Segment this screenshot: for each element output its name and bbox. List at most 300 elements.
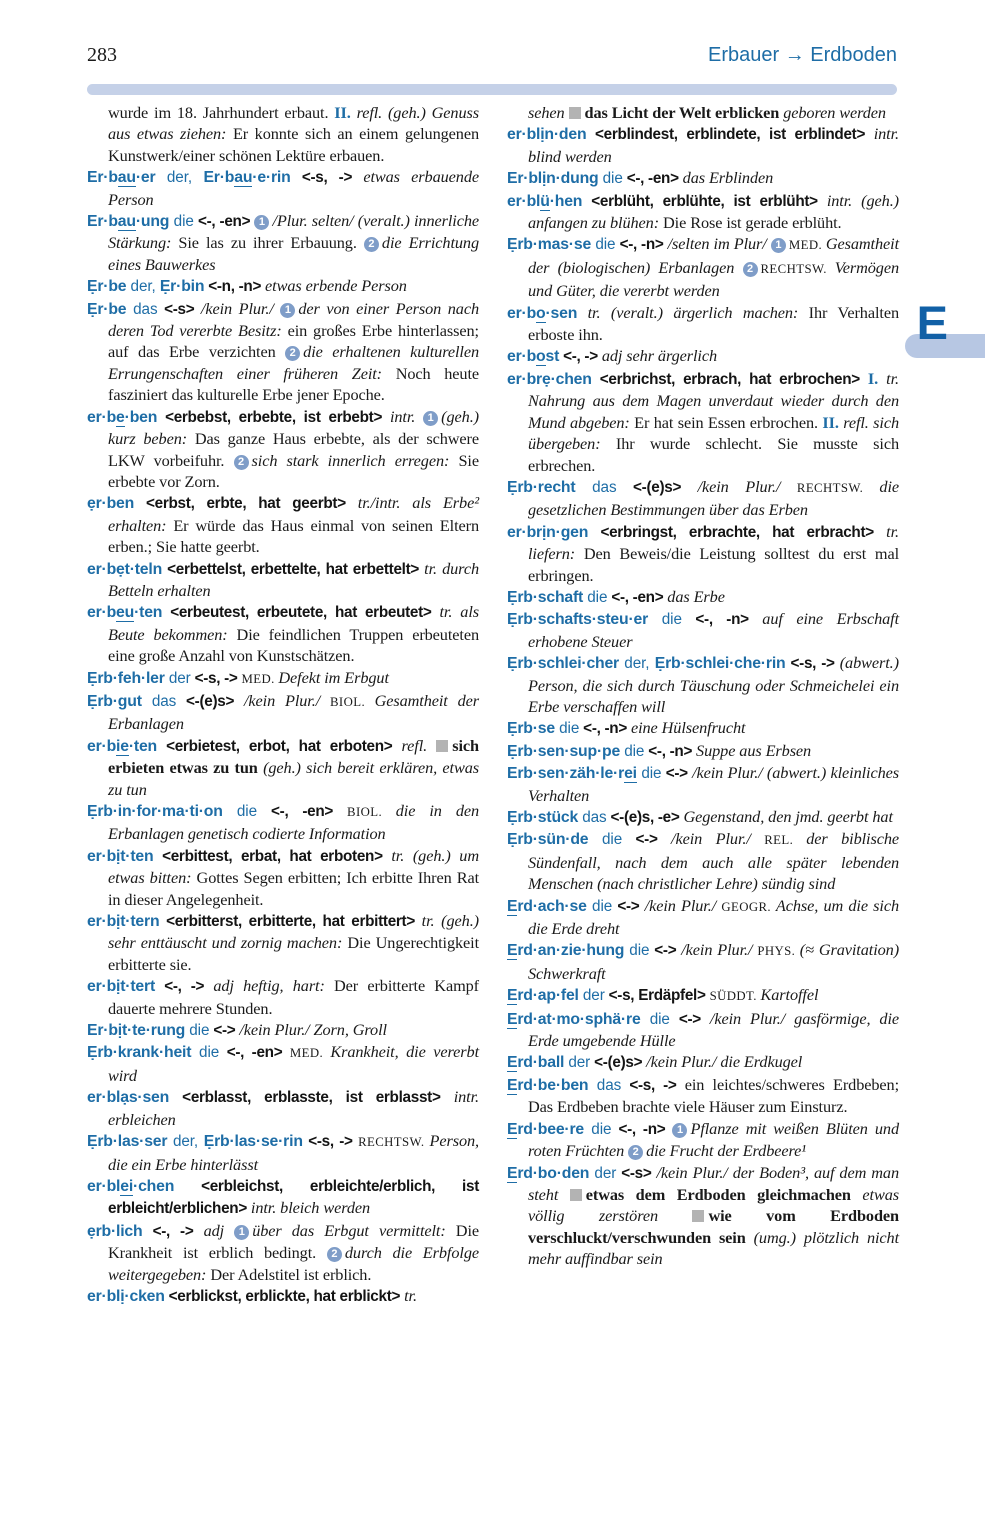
text-segment: <-(e)s>: [176, 692, 244, 710]
text-segment: intr. bleich werden: [250, 1198, 371, 1218]
text-segment: E: [507, 987, 518, 1005]
dictionary-entry: [507, 521, 899, 586]
text-segment: die: [624, 942, 650, 960]
dictionary-content: [87, 102, 899, 1307]
text-segment: Ẹr·bin: [155, 278, 205, 296]
text-segment: die Errichtung eines Bauwerkes: [108, 233, 480, 274]
text-segment: der: [564, 1054, 591, 1072]
sense-number-badge: 2: [743, 262, 758, 277]
text-segment: Ẹrb·in·for·ma·ti·on: [87, 803, 223, 820]
text-segment: Er·b: [87, 169, 118, 187]
text-segment: Den Beweis/die Leistung solltest du erst mal erbringen.: [528, 544, 899, 585]
text-segment: ·ten: [128, 737, 157, 755]
text-segment: <-(e)s>: [616, 478, 698, 496]
dictionary-entry: [87, 1220, 479, 1285]
text-segment: au: [117, 213, 136, 231]
text-segment: wurde im 18. Jahrhundert erbaut.: [108, 103, 335, 122]
text-segment: <-s>: [157, 300, 201, 318]
dictionary-entry: [87, 735, 479, 800]
text-segment: au: [117, 169, 136, 187]
text-segment: o: [536, 304, 546, 322]
text-segment: Suppe aus Erbsen: [696, 740, 812, 760]
dictionary-entry: [87, 845, 479, 910]
text-segment: Sie erbebte vor Zorn.: [108, 450, 479, 491]
text-segment: durch die Erbfolge weitergegeben:: [108, 1243, 479, 1284]
text-segment: Er hat sein Essen erbrochen.: [634, 412, 823, 432]
text-segment: <erbleichst, erbleichte/erblich, ist erbleicht/erblichen>: [108, 1177, 479, 1218]
column-left: [87, 102, 479, 1307]
text-segment: E: [507, 942, 518, 960]
text-segment: PHYS.: [757, 944, 800, 959]
text-segment: er·bl: [507, 192, 541, 210]
text-segment: st: [545, 348, 560, 366]
text-segment: sich stark innerlich erregen:: [251, 450, 459, 470]
dictionary-entry: [507, 806, 899, 828]
text-segment: (umg.) plötzlich nicht mehr auffindbar sein: [528, 1227, 899, 1269]
text-segment: ·sen: [545, 304, 578, 322]
dictionary-entry: [507, 1074, 899, 1118]
text-segment: ·e·rin: [252, 169, 291, 187]
text-segment: <erblasst, erblasste, ist erblasst>: [169, 1089, 454, 1107]
text-segment: Ẹrb·schafts·steu·er: [507, 611, 649, 629]
dictionary-entry: [87, 1285, 479, 1307]
text-segment: ein großes Erbe hinterlassen; auf das Erbe verzichten: [108, 321, 479, 362]
sense-number-badge: 2: [327, 1247, 342, 1262]
text-segment: auf eine Erbschaft erhobene Steuer: [528, 609, 900, 651]
text-segment: /kein Plur./ der Boden³, auf dem man steht: [528, 1162, 899, 1204]
text-segment: <erbringst, erbrachte, hat erbracht>: [588, 523, 887, 541]
sense-number-badge: 2: [628, 1145, 643, 1160]
text-segment: refl.: [401, 735, 437, 755]
text-segment: E: [507, 1120, 518, 1138]
sense-number-badge: 1: [672, 1123, 687, 1138]
text-segment: er·bịt·tert: [87, 978, 156, 996]
text-segment: das Erbe: [667, 586, 725, 606]
text-segment: /kein Plur./: [200, 298, 281, 318]
sense-number-badge: 2: [234, 455, 249, 470]
text-segment: tr. Nahrung aus dem Magen unverdaut wieder durch den Mund abgeben:: [528, 368, 899, 432]
text-segment: das: [126, 300, 158, 318]
text-segment: Ẹrb·feh·ler: [87, 669, 165, 687]
text-segment: <erbebst, erbebte, ist erbebt>: [157, 408, 390, 426]
text-segment: die: [640, 1010, 670, 1028]
sense-number-badge: 1: [771, 238, 786, 253]
text-segment: <-, -en>: [257, 803, 348, 820]
text-segment: <->: [612, 897, 645, 915]
dictionary-entry: [507, 368, 899, 476]
text-segment: rd·bee·re: [517, 1120, 585, 1138]
text-segment: Ihr Verhalten erboste ihn.: [528, 302, 899, 345]
text-segment: Ẹrb·las·se·rin: [198, 1133, 303, 1151]
text-segment: Die Ungerechtigkeit erbitterte sie.: [108, 933, 480, 974]
square-bullet-icon: [436, 740, 448, 752]
text-segment: rd·bo·den: [517, 1164, 590, 1182]
dictionary-entry: [87, 690, 479, 735]
square-bullet-icon: [569, 107, 581, 119]
text-segment: /kein Plur./: [671, 829, 765, 849]
square-bullet-icon: [692, 1210, 704, 1222]
text-segment: der,: [619, 655, 650, 673]
text-segment: refl. (geh.) Genuss aus etwas ziehen:: [108, 103, 479, 144]
text-segment: er·b: [87, 737, 117, 755]
text-segment: Ẹrb·se: [507, 720, 555, 738]
text-segment: der biblische Sündenfall, nach dem auch alle später lebenden Menschen (nach christlicher Lehre) sündig sind: [528, 829, 899, 894]
text-segment: <erblindest, erblindete, ist erblindet>: [586, 126, 874, 144]
text-segment: Ẹrb·mas·se: [507, 236, 592, 254]
text-segment: die: [583, 588, 608, 606]
text-segment: die: [598, 170, 623, 188]
text-segment: Ẹrb·schaft: [507, 588, 584, 606]
text-segment: rd·at·mo·sphä·re: [517, 1010, 641, 1028]
text-segment: Person, die ein Erbe hinterlässt: [108, 1131, 479, 1174]
text-segment: er·brịn·gen: [507, 523, 589, 541]
text-segment: ·ben: [124, 408, 158, 426]
text-segment: <-, -n>: [644, 742, 697, 760]
text-segment: <-s, ->: [785, 655, 840, 673]
text-segment: ei: [624, 765, 637, 783]
text-segment: <-s, ->: [290, 169, 364, 187]
text-segment: er·blị·cken: [87, 1287, 165, 1305]
text-segment: II.: [822, 412, 844, 432]
text-segment: /kein Plur./: [644, 895, 722, 915]
text-segment: /kein Plur./ Zorn, Groll: [239, 1020, 387, 1040]
dictionary-entry: [87, 1086, 479, 1130]
text-segment: <-s, ->: [302, 1133, 359, 1151]
text-segment: Ẹrb·recht: [507, 478, 576, 496]
dictionary-entry: [87, 1130, 479, 1175]
text-segment: RECHTSW.: [760, 261, 835, 276]
entry-continuation: [507, 102, 899, 123]
text-segment: etwas völlig zerstören: [528, 1184, 899, 1226]
text-segment: Ẹrb·las·ser: [87, 1133, 168, 1151]
text-segment: adj: [203, 1220, 235, 1240]
text-segment: <-s, ->: [190, 669, 242, 687]
text-segment: das: [575, 478, 617, 496]
sense-number-badge: 1: [423, 411, 438, 426]
text-segment: die erhaltenen kulturellen Errungenschaften einer früheren Zeit:: [108, 342, 479, 383]
text-segment: er·blạs·sen: [87, 1089, 170, 1107]
dictionary-entry: [87, 1175, 479, 1220]
text-segment: <-, -en>: [622, 170, 683, 188]
text-segment: die: [584, 1120, 612, 1138]
text-segment: <erbrichst, erbrach, hat erbrochen>: [591, 370, 868, 388]
text-segment: ẹrb·lich: [87, 1222, 143, 1240]
text-segment: er·blịn·den: [507, 126, 587, 144]
text-segment: Der Adelstitel ist erblich.: [210, 1264, 372, 1284]
sense-number-badge: 1: [234, 1225, 249, 1240]
text-segment: die: [169, 213, 194, 231]
text-segment: Ẹrb·gut: [87, 692, 142, 710]
text-segment: /kein Plur./: [243, 690, 330, 710]
text-segment: Erb·sen·zäh·le·r: [507, 765, 625, 783]
text-segment: das Licht der Welt erblicken: [584, 103, 784, 122]
text-segment: ·ung: [135, 213, 170, 231]
text-segment: <-s>: [616, 1164, 657, 1182]
text-segment: er·bẹt·teln: [87, 560, 163, 578]
text-segment: <-, ->: [155, 978, 214, 996]
dictionary-entry: [87, 1041, 479, 1086]
text-segment: <-, -n>: [615, 236, 668, 254]
text-segment: <erblüht, erblühte, ist erblüht>: [582, 192, 827, 210]
text-segment: Er·b: [203, 169, 235, 187]
text-segment: intr. blind werden: [528, 124, 899, 166]
text-segment: <-(e)s>: [590, 1054, 647, 1072]
dictionary-entry: [87, 667, 479, 690]
text-segment: die: [591, 236, 616, 254]
dictionary-entry: [87, 800, 479, 845]
text-segment: der: [589, 1164, 617, 1182]
text-segment: die in den Erbanlagen genetisch codierte Information: [108, 801, 480, 844]
text-segment: <->: [622, 831, 672, 849]
text-segment: /kein Plur./: [697, 476, 797, 496]
text-segment: <erbettelst, erbettelte, hat erbettelt>: [162, 560, 425, 578]
text-segment: Er·b: [87, 213, 118, 231]
text-segment: I.: [867, 368, 887, 388]
dictionary-entry: [507, 123, 899, 167]
square-bullet-icon: [570, 1189, 582, 1201]
dictionary-entry: [87, 298, 479, 406]
text-segment: <erblickst, erblickte, hat erblickt>: [164, 1287, 405, 1305]
text-segment: refl. sich übergeben:: [528, 412, 899, 454]
dictionary-entry: [507, 345, 899, 367]
text-segment: RECHTSW.: [358, 1135, 430, 1150]
dictionary-entry: [507, 167, 899, 189]
text-segment: ẹr·ben: [87, 495, 135, 513]
text-segment: er·bl: [87, 1177, 121, 1195]
text-segment: <-s, ->: [621, 1076, 685, 1094]
dictionary-entry: [507, 233, 899, 301]
text-segment: der,: [126, 278, 156, 296]
text-segment: Gesamtheit der Erbanlagen: [108, 690, 479, 734]
text-segment: MED.: [241, 671, 279, 686]
text-segment: das: [588, 1076, 622, 1094]
text-segment: /Plur. selten/ (veralt.) innerliche Stärkung:: [108, 211, 480, 253]
page-number: 283: [87, 44, 117, 66]
text-segment: <-n, -n>: [204, 278, 266, 296]
text-segment: tr.: [404, 1285, 417, 1305]
text-segment: Ẹrb·schlei·cher: [507, 655, 620, 673]
text-segment: au: [234, 169, 253, 187]
dictionary-entry: [87, 601, 479, 666]
text-segment: tr./intr. als Erbe² erhalten:: [108, 493, 479, 535]
dictionary-entry: [507, 652, 899, 717]
sense-number-badge: 2: [364, 237, 379, 252]
text-segment: rd·ap·fel: [517, 987, 579, 1005]
text-segment: ein leichtes/schweres Erdbeben; Das Erdbeben brachte viele Häuser zum Einsturz.: [528, 1074, 899, 1117]
text-segment: Noch heute fasziniert das kulturelle Erbe jener Epoche.: [108, 363, 479, 405]
text-segment: geboren werden: [783, 103, 886, 122]
text-segment: er·bịt·tern: [87, 913, 160, 931]
text-segment: die: [620, 742, 645, 760]
text-segment: adj sehr ärgerlich: [601, 346, 717, 366]
text-segment: <-, ->: [559, 348, 602, 366]
text-segment: er·brẹ·chen: [507, 370, 592, 388]
text-segment: Ẹrb·krank·heit: [87, 1044, 192, 1062]
dictionary-entry: [507, 740, 899, 762]
text-segment: Kartoffel: [760, 985, 819, 1005]
text-segment: die: [588, 831, 623, 849]
text-segment: der,: [167, 1133, 199, 1151]
text-segment: die: [554, 720, 580, 738]
text-segment: Ẹrb·sen·sup·pe: [507, 742, 621, 760]
text-segment: Er·bịt·te·rung: [87, 1022, 186, 1040]
text-segment: Sie las zu ihrer Erbauung.: [178, 233, 364, 253]
text-segment: <->: [669, 1010, 710, 1028]
text-segment: intr.: [389, 406, 424, 426]
text-segment: II.: [334, 103, 357, 122]
dictionary-entry: [507, 1051, 899, 1073]
text-segment: intr. erbleichen: [108, 1087, 479, 1129]
text-segment: Ẹrb·sün·de: [507, 831, 589, 849]
text-segment: ·er: [135, 169, 156, 187]
text-segment: (geh.) kurz beben:: [108, 406, 479, 449]
text-segment: <erbietest, erbot, hat erboten>: [156, 737, 402, 755]
text-segment: e: [116, 408, 125, 426]
text-segment: <->: [649, 942, 682, 960]
text-segment: MED.: [289, 1046, 331, 1061]
text-segment: ·ten: [134, 604, 163, 622]
text-segment: Er konnte sich an einem gelungenen Kunstwerk/einer schönen Lektüre erbauen.: [108, 124, 479, 165]
text-segment: E: [507, 1054, 518, 1072]
text-segment: Krankheit, die vererbt wird: [108, 1042, 480, 1085]
text-segment: (abwert.) Person, die sich durch Täuschung oder Schmeichelei ein Erbe verschaffen will: [528, 653, 899, 716]
text-segment: ie: [116, 737, 129, 755]
text-segment: Ẹr·be: [87, 300, 127, 318]
text-segment: (geh.) sich bereit erklären, etwas zu tun: [108, 758, 479, 799]
text-segment: tr. (geh.) sehr enttäuscht und zornig machen:: [108, 911, 479, 953]
dictionary-entry: [507, 608, 899, 652]
text-segment: adj heftig, hart:: [213, 976, 335, 996]
text-segment: er·b: [507, 304, 537, 322]
text-segment: er·bịt·ten: [87, 847, 154, 865]
text-segment: der: [578, 987, 605, 1005]
text-segment: Defekt im Erbgut: [278, 667, 389, 687]
dictionary-entry: [87, 406, 479, 493]
text-segment: tr. als Beute bekommen:: [108, 602, 479, 644]
text-segment: über das Erbgut vermittelt:: [252, 1220, 456, 1240]
text-segment: er·b: [87, 604, 117, 622]
header-divider: [87, 84, 897, 95]
text-segment: die: [648, 611, 682, 629]
text-segment: MED.: [788, 238, 826, 253]
text-segment: die: [636, 765, 662, 783]
text-segment: <erbittest, erbat, hat erboten>: [153, 847, 392, 865]
text-segment: BIOL.: [347, 805, 396, 819]
sense-number-badge: 1: [280, 303, 295, 318]
text-segment: Ẹrb·stück: [507, 809, 579, 826]
text-segment: Ẹrb·schlei·che·rin: [649, 655, 786, 673]
text-segment: Gottes Segen erbitten; Ich erbitte Ihren Rat in dieser Angelegenheit.: [108, 868, 480, 909]
text-segment: ·chen: [133, 1177, 175, 1195]
text-segment: sich erbieten etwas zu tun: [108, 735, 480, 778]
text-segment: die: [191, 1044, 220, 1062]
text-segment: E: [507, 1010, 518, 1028]
guide-words: Erbauer → Erdboden: [707, 44, 897, 66]
text-segment: Die feindlichen Truppen erbeuteten eine große Anzahl von Kunstschätzen.: [108, 624, 479, 666]
text-segment: er·b: [507, 348, 537, 366]
text-segment: <-, -n>: [681, 611, 763, 629]
text-segment: <-(e)s, -e>: [606, 809, 684, 826]
text-segment: tr. (veralt.) ärgerlich machen:: [577, 302, 809, 322]
text-segment: GEOGR.: [721, 899, 776, 914]
text-segment: die gesetzlichen Bestimmungen über das Erben: [528, 476, 900, 520]
text-segment: <-, -n>: [579, 720, 631, 738]
text-segment: o: [536, 348, 546, 366]
text-segment: <->: [661, 765, 693, 783]
text-segment: eine Hülsenfrucht: [630, 718, 746, 738]
text-segment: das: [141, 692, 177, 710]
text-segment: SÜDDT.: [709, 989, 761, 1004]
text-segment: ei: [120, 1177, 134, 1195]
text-segment: BIOL.: [330, 694, 375, 709]
text-segment: wie vom Erdboden verschluckt/verschwunden sein: [528, 1206, 899, 1247]
text-segment: REL.: [764, 833, 807, 848]
dictionary-entry: [87, 166, 479, 210]
entry-continuation: [87, 102, 479, 166]
text-segment: etwas dem Erdboden gleichmachen: [585, 1184, 863, 1204]
text-segment: <erbitterst, erbitterte, hat erbittert>: [159, 913, 422, 931]
text-segment: Er·blịn·dung: [507, 170, 599, 188]
text-segment: Das ganze Haus erbebte, als der schwere LKW vorbeifuhr.: [108, 429, 479, 470]
dictionary-entry: [87, 492, 479, 557]
dictionary-entry: [87, 558, 479, 602]
text-segment: RECHTSW.: [796, 480, 880, 495]
text-segment: das: [578, 809, 607, 826]
sense-number-badge: 2: [285, 346, 300, 361]
dictionary-entry: [87, 275, 479, 297]
text-segment: die: [222, 803, 258, 820]
text-segment: Die Rose ist gerade erblüht.: [663, 213, 842, 233]
dictionary-entry: [87, 1019, 479, 1041]
text-segment: die: [185, 1022, 210, 1040]
text-segment: die: [586, 897, 613, 915]
dictionary-entry: [507, 476, 899, 521]
text-segment: der,: [155, 169, 204, 187]
text-segment: rd·ach·se: [517, 897, 587, 915]
text-segment: Die Krankheit ist erblich bedingt.: [108, 1220, 479, 1263]
text-segment: <erbeutest, erbeutete, hat erbeutet>: [162, 604, 440, 622]
text-segment: er·b: [87, 408, 117, 426]
dictionary-entry: [507, 1118, 899, 1162]
text-segment: <->: [209, 1022, 240, 1040]
text-segment: Ihr wurde schlecht. Sie musste sich erbrechen.: [528, 434, 899, 475]
text-segment: rd·ball: [517, 1054, 565, 1072]
text-segment: Vermögen und Güter, die vererbt werden: [528, 257, 899, 301]
text-segment: Pflanze mit weißen Blüten und roten Früchten: [528, 1118, 900, 1161]
text-segment: intr. (geh.) anfangen zu blühen:: [528, 190, 899, 233]
text-segment: Gesamtheit der (biologischen) Erbanlagen: [528, 234, 899, 277]
text-segment: <erbst, erbte, hat geerbt>: [134, 495, 358, 513]
text-segment: <-, -en>: [607, 588, 668, 606]
text-segment: Gegenstand, den jmd. geerbt hat: [683, 807, 893, 826]
text-segment: /kein Plur./: [681, 940, 758, 960]
text-segment: (≈ Gravitation) Schwerkraft: [528, 940, 900, 983]
text-segment: etwas erbende Person: [265, 276, 407, 296]
text-segment: <-, -en>: [193, 213, 255, 231]
dictionary-entry: [87, 975, 479, 1019]
text-segment: <-s, Erdäpfel>: [604, 987, 710, 1005]
dictionary-entry: [507, 1008, 899, 1052]
dictionary-entry: [87, 210, 479, 275]
text-segment: die Frucht der Erdbeere¹: [646, 1141, 807, 1161]
text-segment: der: [164, 669, 191, 687]
text-segment: tr. durch Betteln erhalten: [108, 558, 479, 600]
text-segment: E: [507, 1164, 518, 1182]
text-segment: /kein Plur./ die Erdkugel: [646, 1052, 803, 1072]
text-segment: ü: [540, 192, 550, 210]
text-segment: der von einer Person nach deren Tod vererbte Besitz:: [108, 298, 479, 341]
dictionary-entry: [507, 190, 899, 234]
